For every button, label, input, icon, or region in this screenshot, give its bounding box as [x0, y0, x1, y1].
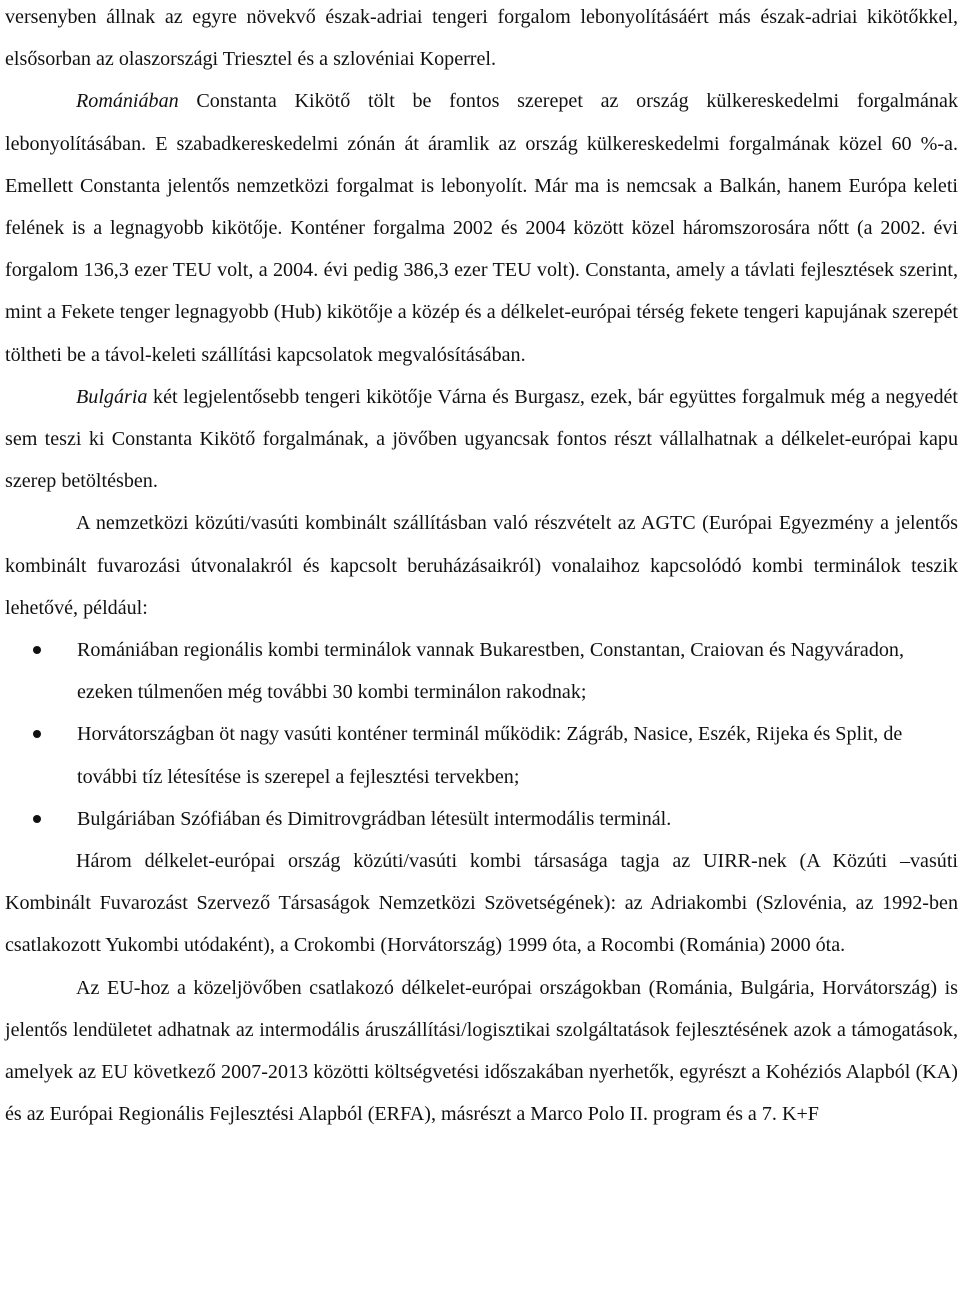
paragraph-romania-text: Constanta Kikötő tölt be fontos szerepet az ország külkereskedelmi forgalmának lebonyolításában. E szabadkereskedelmi zónán át áramlik az ország külkereskedelmi forgalmának közel 60 %-a. Emellett Constanta jelentős nemzetközi forgalmat is lebonyolít. Már ma is nemcsak a Balkán, hanem Európa keleti felének is a legnagyobb kikötője. Konténer forgalma 2002 és 2004 között közel háromszorosára nőtt (a 2002. évi forgalom 136,3 ezer TEU volt, a 2004. évi pedig 386,3 ezer TEU volt). Constanta, amely a távlati fejlesztések szerint, mint a Fekete tenger legnagyobb (Hub) kikötője a közép és a délkelet-európai térség fekete tengeri kapujának szerepét töltheti be a távol-keleti szállítási kapcsolatok megvalósításában. — [5, 90, 958, 366]
country-bulgaria: Bulgária — [76, 385, 148, 408]
bullet-icon — [33, 646, 41, 654]
list-item-text: Bulgáriában Szófiában és Dimitrovgrádban létesült intermodális terminál. — [77, 807, 672, 830]
country-romania: Romániában — [76, 90, 179, 113]
list-item — [5, 713, 958, 797]
paragraph-eu-funding: Az EU-hoz a közeljövőben csatlakozó délkelet-európai országokban (Románia, Bulgária, Horvátország) is jelentős lendületet adhatnak az intermodális áruszállítási/logisztikai szolgáltatások fejlesztésének azok a támogatások, amelyek az EU következő 2007-2013 közötti költségvetési időszakában nyerhetők, egyrészt a Kohéziós Alapból (KA) és az Európai Regionális Fejlesztési Alapból (ERFA), másrészt a Marco Polo II. program és a 7. K+F — [5, 976, 958, 1126]
bullet-icon — [33, 730, 41, 738]
paragraph-bulgaria-text: két legjelentősebb tengeri kikötője Várna és Burgasz, ezek, bár együttes forgalmuk még a negyedét sem teszi ki Constanta Kikötő forgalmának, a jövőben ugyancsak fontos részt vállalhatnak a délkelet-európai kapu szerep betöltésben. — [5, 385, 958, 493]
list-item-text: Romániában regionális kombi terminálok vannak Bukarestben, Constantan, Craiovan és Nagyváradon, ezeken túlmenően még további 30 kombi terminálon rakodnak; — [77, 639, 904, 704]
paragraph-bulgaria — [5, 376, 958, 503]
paragraph-romania — [5, 80, 958, 375]
list-item — [5, 798, 958, 840]
bullet-icon — [33, 815, 41, 823]
paragraph-adriatic-ports: versenyben állnak az egyre növekvő észak-adriai tengeri forgalom lebonyolításáért más észak-adriai kikötőkkel, elsősorban az olaszországi Triesztel és a szlovéniai Koperrel. — [5, 6, 958, 71]
terminal-list — [5, 629, 958, 840]
paragraph-uirr: Három délkelet-európai ország közúti/vasúti kombi társasága tagja az UIRR-nek (A Közúti –vasúti Kombinált Fuvarozást Szervező Társaságok Nemzetközi Szövetségének): az Adriakombi (Szlovénia, az 1992-ben csatlakozott Yukombi utódaként), a Crokombi (Horvátország) 1999 óta, a Rocombi (Románia) 2000 óta. — [5, 850, 958, 957]
paragraph-agtc: A nemzetközi közúti/vasúti kombinált szállításban való részvételt az AGTC (Európai Egyezmény a jelentős kombinált fuvarozási útvonalakról és kapcsolt beruházásaikról) vonalaihoz kapcsolódó kombi terminálok teszik lehetővé, például: — [5, 512, 958, 619]
document-page — [5, 0, 958, 1135]
list-item-text: Horvátországban öt nagy vasúti konténer terminál működik: Zágráb, Nasice, Eszék, Rijeka és Split, de további tíz létesítése is szerepel a fejlesztési tervekben; — [77, 723, 903, 788]
list-item — [5, 629, 958, 713]
